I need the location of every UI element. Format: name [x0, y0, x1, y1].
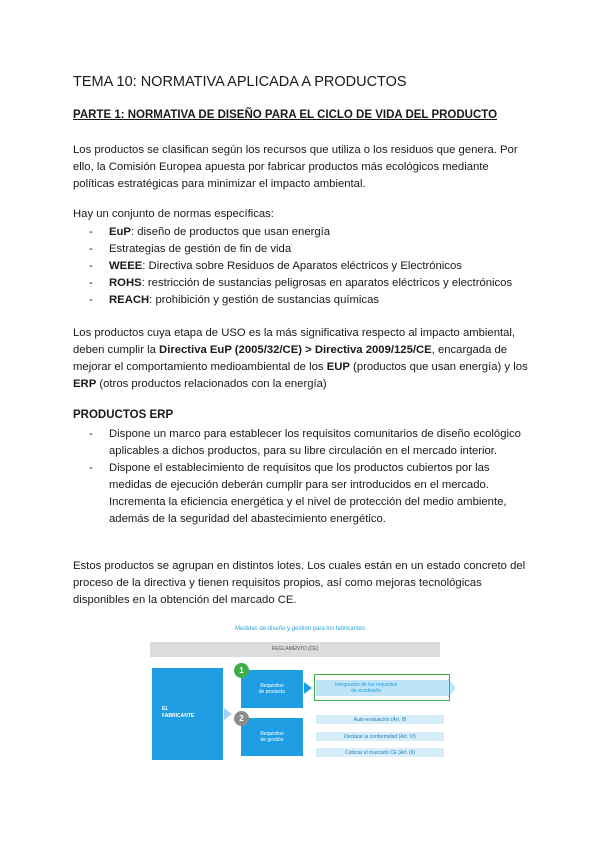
product-requirements-box: Requisitos de producto	[241, 670, 303, 708]
list-item: - EuP: diseño de productos que usan energía	[89, 224, 529, 241]
list-item: - REACH: prohibición y gestión de sustancias químicas	[89, 292, 529, 309]
ecodesign-diagram	[150, 624, 450, 764]
section-heading-part1: PARTE 1: NORMATIVA DE DISEÑO PARA EL CICLO DE VIDA DEL PRODUCTO	[73, 109, 498, 121]
list-item: - Estrategias de gestión de fin de vida	[89, 241, 529, 258]
arrow-icon	[304, 682, 312, 694]
list-item: - WEEE: Directiva sobre Residuos de Aparatos eléctricos y Electrónicos	[89, 258, 529, 275]
paragraph-intro: Los productos se clasifican según los recursos que utiliza o los residuos que genera. Por ello, la Comisión Europea apuesta por fabricar productos más ecológicos mediante políticas estratégicas para minimizar el impacto ambiental.	[73, 144, 518, 190]
paragraph-lots: Estos productos se agrupan en distintos lotes. Los cuales están en un estado concreto del proceso de la directiva y tienen requisitos propios, así como mejoras tecnológicas disponibles en la obtención del marcado CE.	[73, 560, 526, 606]
reglamento-bar: REGLAMENTO (CE)	[150, 642, 440, 657]
list-item: - Dispone el establecimiento de requisitos que los productos cubiertos por las medidas de ejecución deberán cumplir para ser introducidos en el mercado. Incrementa la eficiencia energética y el nivel de protección del medio ambiente, además de la seguridad del abastecimiento energético.	[89, 460, 529, 528]
step-ce-marking: Colocar el marcado CE (Art. III)	[316, 748, 444, 757]
norms-list	[89, 224, 529, 309]
section-heading-erp: PRODUCTOS ERP	[73, 409, 174, 421]
diagram-title: Medidas de diseño y gestión para los fabricantes	[235, 626, 366, 632]
arrow-icon	[224, 708, 232, 720]
fabricante-block: EL FABRICANTE	[152, 668, 223, 760]
erp-list	[89, 426, 529, 528]
step-declare-conformity: Declarar la conformidad (Art. VI)	[316, 732, 444, 741]
step-number-1: 1	[234, 663, 249, 678]
page-title: TEMA 10: NORMATIVA APLICADA A PRODUCTOS	[73, 74, 407, 90]
list-intro: Hay un conjunto de normas específicas:	[73, 208, 274, 220]
list-item: - Dispone un marco para establecer los requisitos comunitarios de diseño ecológico aplicables a dichos productos, para su libre circulación en el mercado interior.	[89, 426, 529, 460]
ecodesign-highlight: Integración de los requisitos de ecodiseño	[314, 674, 450, 701]
paragraph-directive: Los productos cuya etapa de USO es la más significativa respecto al impacto ambiental, deben cumplir la Directiva EuP (2005/32/CE) > Directiva 2009/125/CE, encargada de mejorar el comportamiento medioambiental de los EUP (productos que usan energía) y los ERP (otros productos relacionados con la energía)	[73, 327, 528, 390]
management-requirements-box: Requisitos de gestión	[241, 718, 303, 756]
list-item: - ROHS: restricción de sustancias peligrosas en aparatos eléctricos y electrónicos	[89, 275, 529, 292]
step-number-2: 2	[234, 711, 249, 726]
step-self-assessment: Auto-evaluación (Art. 8)	[316, 715, 444, 724]
